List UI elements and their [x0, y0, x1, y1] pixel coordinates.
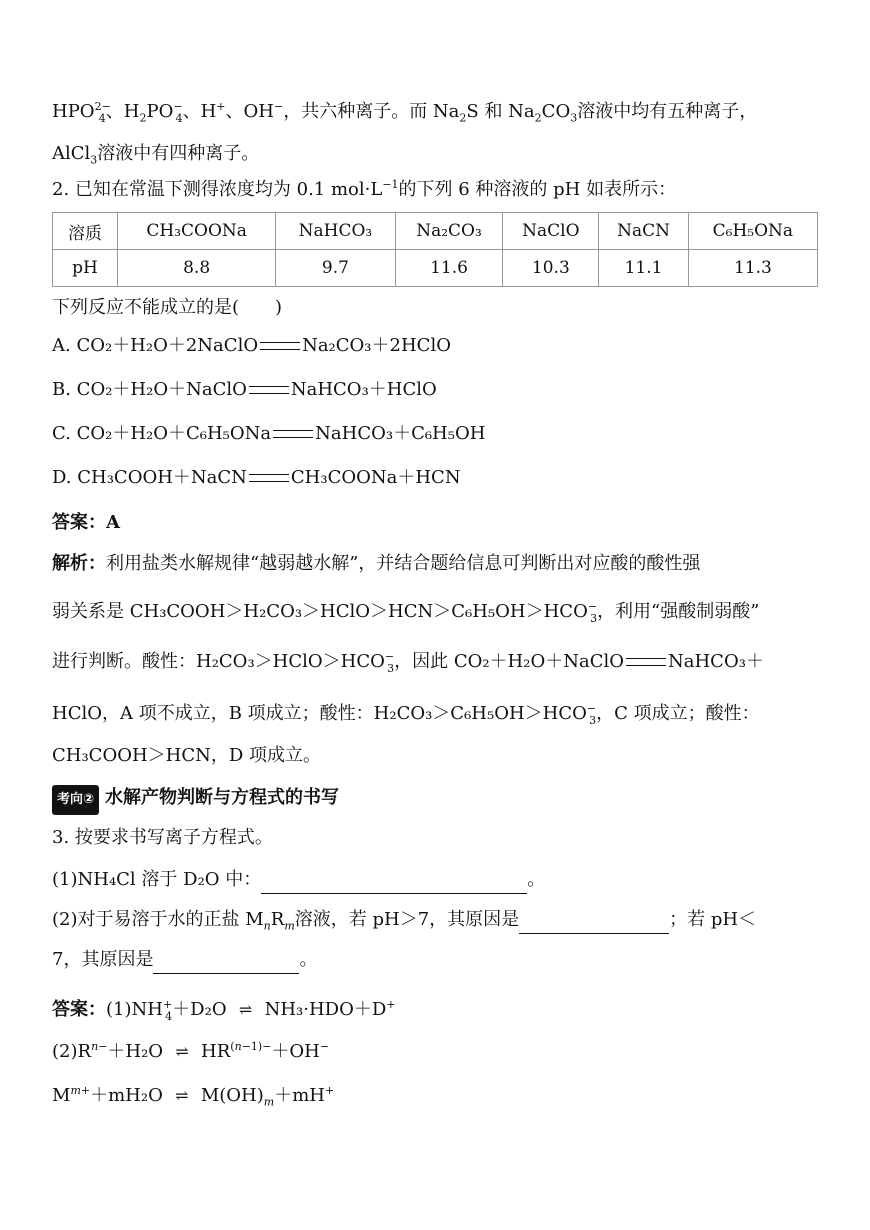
answer-2: 答案：A: [52, 512, 120, 533]
table-cell: NaCN: [599, 213, 688, 250]
table-cell: 9.7: [276, 250, 395, 287]
explanation-line-2: 弱关系是 $CH_3COOH>H_2CO_3>HClO>HCN>C_6H_5OH>HCO^-_3$，利用“强酸制弱酸”: [52, 600, 760, 625]
table-cell: 10.3: [503, 250, 599, 287]
table-cell: 11.3: [688, 250, 817, 287]
table-cell: Na₂CO₃: [395, 213, 503, 250]
explanation-line-1: 解析：利用盐类水解规律“越弱越水解”，并结合题给信息可判断出对应酸的酸性强: [52, 553, 701, 574]
question-3-stem: 3. 按要求书写离子方程式。: [52, 827, 273, 848]
table-row: [53, 213, 818, 250]
table-cell: 8.8: [118, 250, 276, 287]
answer-3-line-2: $(2)R^{n-}+H_2O$ ⇌ $HR^{(n-1)-}+OH^-$: [52, 1040, 330, 1062]
question-3-part-2: (2)对于易溶于水的正盐 $M_nR_m$溶液，若 pH＞7，其原因是 ；若 pH＜: [52, 909, 757, 933]
table-cell: C₆H₅ONa: [688, 213, 817, 250]
table-row: [53, 250, 818, 287]
section-title: 水解产物判断与方程式的书写: [105, 787, 340, 808]
section-tag: 考向②: [52, 785, 99, 815]
section-header: [52, 784, 818, 815]
table-cell: 11.1: [599, 250, 688, 287]
intro-line-1: $HPO^{2-}_4$、$H_2PO^-_4$、H+、OH−，共六种离子。而 $Na_2S$ 和 $Na_2CO_3$溶液中均有五种离子，: [52, 100, 758, 125]
option-d: D. CH₃COOH＋NaCN CH₃COONa＋HCN: [52, 467, 461, 488]
answer-3-line-3: $M^{m+}+mH_2O$ ⇌ $M(OH)_m+mH^+$: [52, 1084, 335, 1109]
question-3-part-2-cont: 7，其原因是 。: [52, 946, 818, 974]
explanation-line-5: CH₃COOH＞HCN，D 项成立。: [52, 745, 322, 766]
question-2-prompt: 下列反应不能成立的是( ): [52, 297, 283, 318]
ph-table: [52, 212, 818, 287]
question-3-part-1: (1)NH₄Cl 溶于 D₂O 中： 。: [52, 866, 818, 894]
table-cell: 溶质: [53, 213, 118, 250]
question-2-stem: 2. 已知在常温下测得浓度均为 0.1 $mol\cdot L^{-1}$的下列 6 种溶液的 pH 如表所示：: [52, 178, 677, 200]
answer-3-line-1: 答案：$(1)NH^+_4+D_2O$ ⇌ NH₃·HDO＋D+: [52, 998, 396, 1023]
table-cell: CH₃COONa: [118, 213, 276, 250]
option-b: B. CO₂＋H₂O＋NaClO NaHCO₃＋HClO: [52, 379, 437, 400]
option-a: A. CO₂＋H₂O＋2NaClO Na₂CO₃＋2HClO: [52, 335, 451, 356]
table-cell: NaClO: [503, 213, 599, 250]
table-cell: pH: [53, 250, 118, 287]
table-cell: 11.6: [395, 250, 503, 287]
explanation-line-4: HClO，A 项不成立，B 项成立；酸性：$H_2CO_3>C_6H_5OH>HCO^-_3$，C 项成立；酸性：: [52, 702, 760, 727]
table-cell: NaHCO₃: [276, 213, 395, 250]
explanation-line-3: 进行判断。酸性：$H_2CO_3>HClO>HCO^-_3$，因此 CO₂＋H₂O＋NaClO NaHCO₃＋: [52, 650, 764, 675]
option-c: C. CO₂＋H₂O＋C₆H₅ONa NaHCO₃＋C₆H₅OH: [52, 423, 486, 444]
intro-line-2: AlCl$_3$溶液中有四种离子。: [52, 143, 260, 167]
